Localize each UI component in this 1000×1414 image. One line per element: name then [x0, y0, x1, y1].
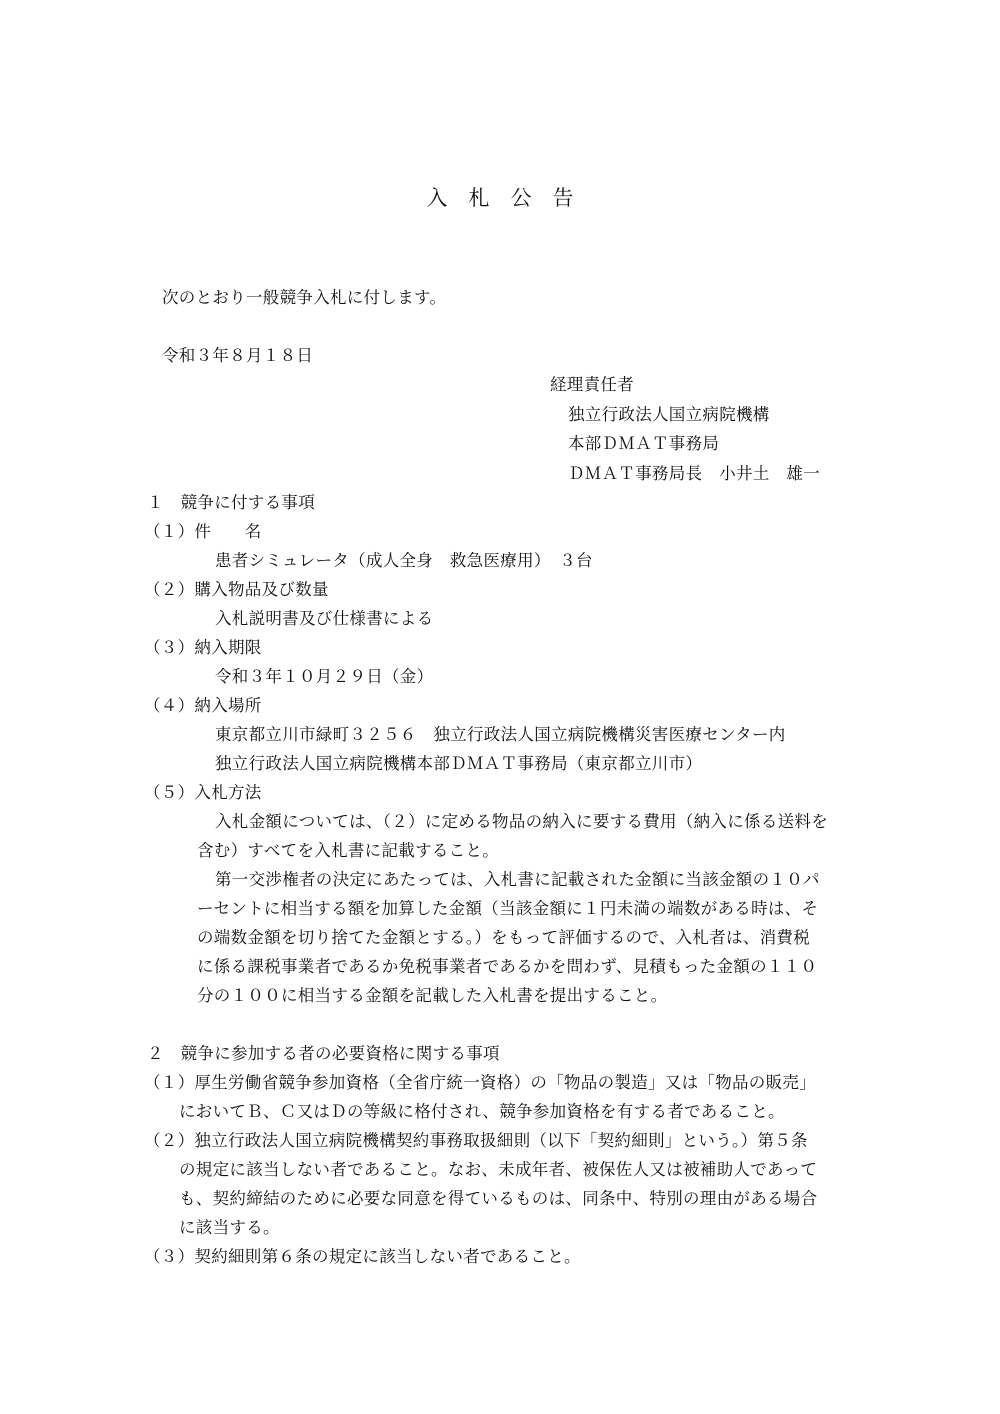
req-1-line1: （１）厚生労働省競争参加資格（全省庁統一資格）の「物品の製造」又は「物品の販売」 [144, 1073, 816, 1092]
item-5-para2-line3: の端数金額を切り捨てた金額とする。）をもって評価するので、入札者は、消費税 [197, 928, 811, 947]
item-4-label: （４）納入場所 [144, 696, 262, 715]
req-1-line2: においてＢ、Ｃ又はＤの等級に格付され、競争参加資格を有する者であること。 [179, 1102, 785, 1121]
page-title: 入 札 公 告 [426, 186, 574, 210]
item-2-body: 入札説明書及び仕様書による [215, 609, 434, 628]
issuer-role: 経理責任者 [550, 375, 634, 394]
intro-text: 次のとおり一般競争入札に付します。 [162, 288, 447, 307]
req-2-line2: の規定に該当しない者であること。なお、未成年者、被保佐人又は被補助人であって [179, 1160, 818, 1179]
item-3-label: （３）納入期限 [144, 638, 262, 657]
req-2-line1: （２）独立行政法人国立病院機構契約事務取扱細則（以下「契約細則」という。）第５条 [144, 1131, 808, 1150]
notice-date: 令和３年８月１８日 [162, 346, 314, 365]
item-5-para1-line1: 入札金額については、（２）に定める物品の納入に要する費用（納入に係る送料を [215, 812, 829, 831]
item-4-body-line1: 東京都立川市緑町３２５６ 独立行政法人国立病院機構災害医療センター内 [215, 725, 786, 744]
item-5-label: （５）入札方法 [144, 783, 262, 802]
item-2-label: （２）購入物品及び数量 [144, 580, 329, 599]
issuer-name: ＤＭＡＴ事務局長 小井土 雄一 [568, 464, 820, 483]
item-1-label: （１）件 名 [144, 522, 262, 541]
section-1-heading: １ 競争に付する事項 [147, 493, 315, 512]
item-5-para2-line4: に係る課税事業者であるか免税事業者であるかを問わず、見積もった金額の１１０ [197, 957, 818, 976]
req-2-line4: に該当する。 [179, 1218, 280, 1237]
issuer-org: 独立行政法人国立病院機構 [568, 405, 770, 424]
req-2-line3: も、契約締結のために必要な同意を得ているものは、同条中、特別の理由がある場合 [179, 1189, 818, 1208]
item-5-para2-line5: 分の１００に相当する金額を記載した入札書を提出すること。 [197, 986, 668, 1005]
item-5-para2-line1: 第一交渉権者の決定にあたっては、入札書に記載された金額に当該金額の１０パ [215, 870, 820, 889]
req-3-line1: （３）契約細則第６条の規定に該当しない者であること。 [144, 1247, 581, 1266]
section-2-heading: ２ 競争に参加する者の必要資格に関する事項 [147, 1044, 500, 1063]
item-4-body-line2: 独立行政法人国立病院機構本部ＤＭＡＴ事務局（東京都立川市） [215, 754, 703, 773]
item-1-body: 患者シミュレータ（成人全身 救急医療用） ３台 [215, 551, 593, 570]
issuer-dept: 本部ＤＭＡＴ事務局 [568, 434, 720, 453]
item-3-body: 令和３年１０月２９日（金） [215, 667, 434, 686]
item-5-para1-line2: 含む）すべてを入札書に記載すること。 [197, 841, 500, 860]
item-5-para2-line2: ーセントに相当する額を加算した金額（当該金額に１円未満の端数がある時は、そ [197, 899, 819, 918]
